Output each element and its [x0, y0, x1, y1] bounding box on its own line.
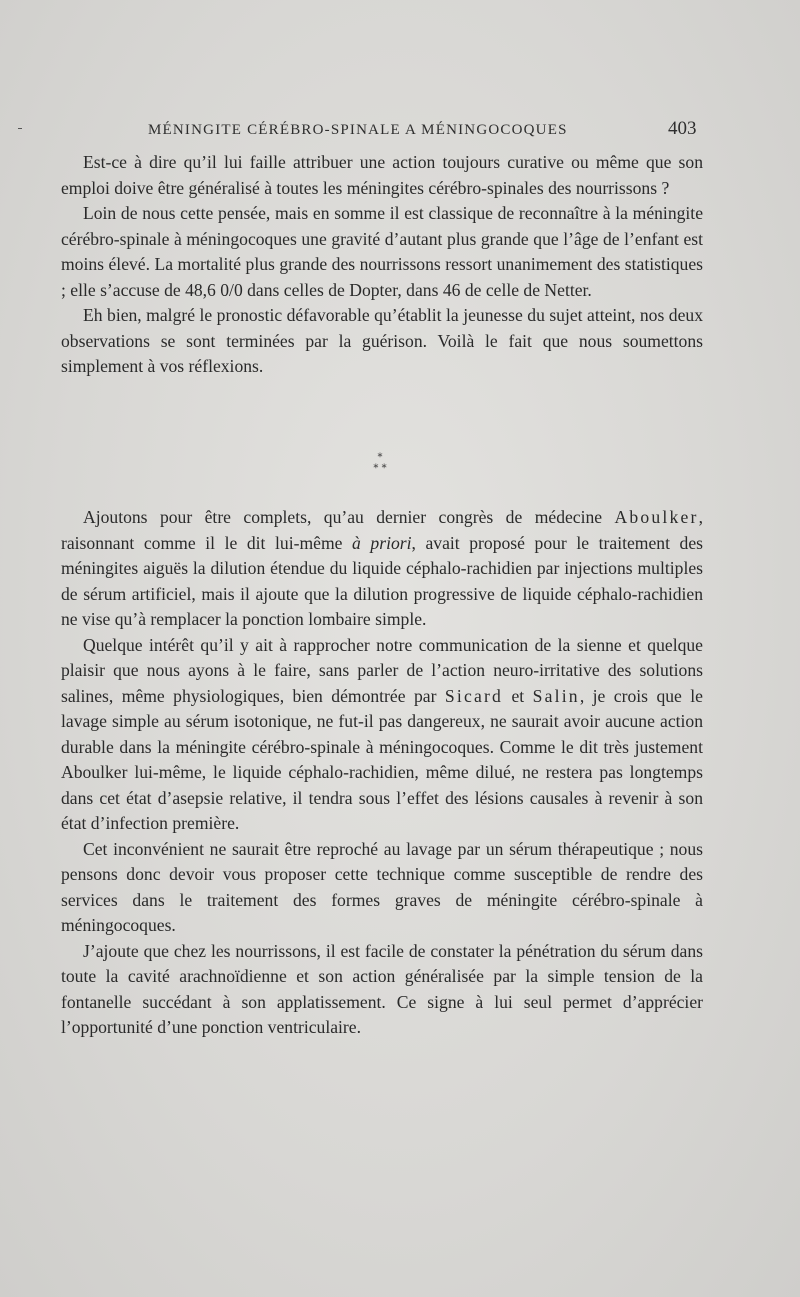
text-block-after-separator: [61, 505, 703, 1041]
paragraph: Ajoutons pour être complets, qu’au dernier congrès de médecine Aboulker, raisonnant comme il le dit lui-même à priori, avait proposé pour le traitement des méningites aiguës la dilution étendue du liquide céphalo-rachidien par injections multiples de sérum artificiel, mais il ajoute que la dilution progressive de liquide céphalo-rachidien ne vise qu’à remplacer la ponction lombaire simple.: [61, 507, 704, 629]
paragraph: Cet inconvénient ne saurait être reproché au lavage par un sérum thérapeutique ; nous pensons donc devoir vous proposer cette technique comme susceptible de rendre des services dans le traitement des formes graves de méningite cérébro-spinale à méningocoques.: [61, 838, 703, 935]
asterism-bottom: * *: [373, 463, 387, 474]
italic-phrase: à priori: [352, 532, 412, 553]
asterism-top: *: [377, 452, 383, 463]
paragraph: Quelque intérêt qu’il y ait à rapprocher notre communication de la sienne et quelque plaisir que nous ayons à le faire, sans parler de l’action neuro-irritative des solutions salines, même physiologiques, bien démontrée par Sicard et Salin, je crois que le lavage simple au sérum isotonique, ne fut-il pas dangereux, ne saurait avoir aucune action durable dans la méningite cérébro-spinale à méningocoques. Comme le dit très justement Aboulker lui-même, le liquide céphalo-rachidien, même dilué, ne restera pas longtemps dans cet état d’asepsie relative, il tendra sous l’effet des lésions causales à revenir à son état d’infection première.: [61, 634, 703, 833]
author-name: Sicard: [444, 685, 504, 706]
running-title: MÉNINGITE CÉRÉBRO-SPINALE A MÉNINGOCOQUES: [148, 122, 568, 138]
paragraph: J’ajoute que chez les nourrissons, il est facile de constater la pénétration du sérum dans toute la cavité arachnoïdienne et son action généralisée par la simple tension de la fontanelle succédant à son applatissement. Ce signe à lui seul permet d’apprécier l’opportunité d’une ponction ventriculaire.: [61, 940, 703, 1037]
text-block-before-separator: [61, 150, 703, 380]
page-header: [0, 118, 800, 144]
asterism-separator: [360, 452, 400, 482]
page-number: 403: [668, 118, 697, 139]
paragraph: Est-ce à dire qu’il lui faille attribuer une action toujours curative ou même que son emploi doive être généralisé à toutes les méningites cérébro-spinales des nourrissons ?: [61, 152, 703, 198]
author-name: Aboulker: [614, 507, 699, 527]
paragraph: Loin de nous cette pensée, mais en somme il est classique de reconnaître à la méningite cérébro-spinale à méningocoques une gravité d’autant plus grande que l’âge de l’enfant est moins élevé. La mortalité plus grande des nourrissons ressort unanimement des statistiques ; elle s’accuse de 48,6 0/0 dans celles de Dopter, dans 46 de celle de Netter.: [61, 203, 703, 300]
paragraph: Eh bien, malgré le pronostic défavorable qu’établit la jeunesse du sujet atteint, nos deux observations se sont terminées par la guérison. Voilà le fait que nous soumettons simplement à vos réflexions.: [61, 305, 703, 376]
author-name: Salin: [532, 685, 580, 706]
